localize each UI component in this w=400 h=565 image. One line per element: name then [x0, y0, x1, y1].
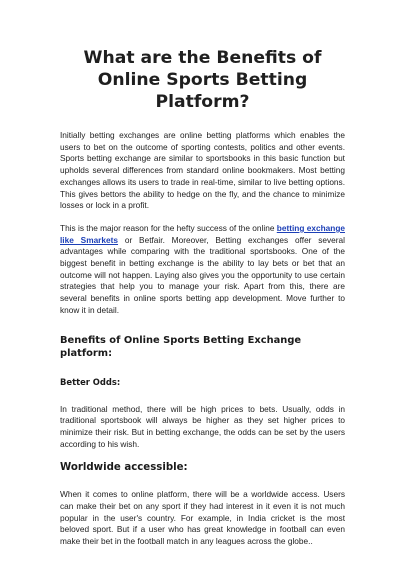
- second-paragraph-text-end: or Betfair. Moreover, Betting exchanges offer several advantages while comparing with the traditional sportsbooks. One of the biggest benefit in betting exchange is the ability to lay bets or bet that an outcome will not happen. Laying also gives you the opportunity to use certain strategies that help you to manage your risk. Apart from this, there are several benefits in online sports betting app development. Move further to know it in detail.: [60, 234, 346, 315]
- second-paragraph-text-start: This is the major reason for the hefty success of the online: [60, 222, 277, 233]
- better-odds-paragraph: In traditional method, there will be high prices to bets. Usually, odds in traditional sportsbook will always be higher as they set higher prices to minimize their risk. But in betting exchange, the odds can be set by the users according to his wish.: [60, 403, 345, 449]
- section-heading: Benefits of Online Sports Betting Exchange platform:: [60, 334, 302, 359]
- page-title: What are the Benefits of Online Sports Betting Platform?: [83, 48, 322, 112]
- subheading-worldwide-accessible: Worldwide accessible:: [60, 462, 188, 474]
- betting-exchange-link[interactable]: betting exchange like Smarkets: [60, 222, 345, 245]
- subheading-better-odds: Better Odds:: [60, 376, 121, 387]
- second-paragraph: [60, 223, 345, 317]
- worldwide-accessible-paragraph: When it comes to online platform, there will be a worldwide access. Users can make their bet on any sport if they had interest in it even it is not much popular in the user's country. For example, in India cricket is the most beloved sport. But if a user who has great knowledge in football can even make their bet in the football match in any leagues across the globe..: [60, 489, 345, 547]
- intro-paragraph: Initially betting exchanges are online betting platforms which enables the users to bet on the outcome of sporting contests, politics and other events. Sports betting exchange are similar to sportsbooks in this basic function but upholds several differences from standard online bookmakers. Most betting exchanges allows its users to trade in real-time, similar to live betting options. This gives bettors the ability to hedge on the fly, and the chance to minimize losses or lock in a profit.: [60, 130, 345, 211]
